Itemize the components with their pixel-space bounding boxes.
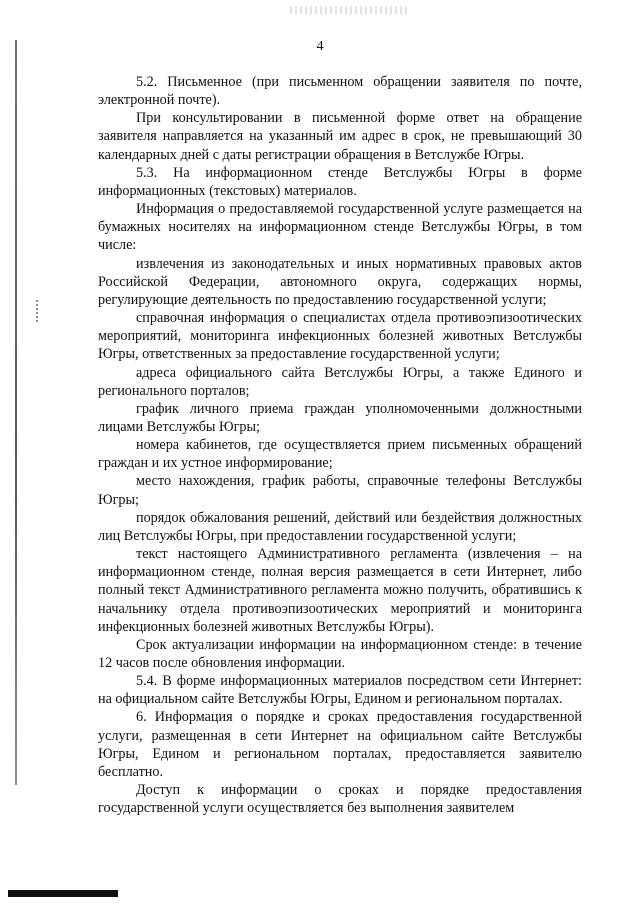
scan-artifact-bottom	[8, 890, 118, 897]
paragraph: Информация о предоставляемой государственной услуге размещается на бумажных носителях на информационном стенде Ветслужбы Югры, в том числе:	[98, 201, 582, 254]
paragraph: 5.2. Письменное (при письменном обращении заявителя по почте, электронной почте).	[98, 74, 582, 109]
list-item: номера кабинетов, где осуществляется прием письменных обращений граждан и их устное информирование;	[98, 437, 582, 472]
paragraph: 5.4. В форме информационных материалов посредством сети Интернет: на официальном сайте Ветслужбы Югры, Едином и региональном порталах.	[98, 673, 582, 708]
list-item: порядок обжалования решений, действий или бездействия должностных лиц Ветслужбы Югры, при предоставлении государственной услуги;	[98, 509, 582, 544]
paragraph: При консультировании в письменной форме ответ на обращение заявителя направляется на указанный им адрес в срок, не превышающий 30 календарных дней с даты регистрации обращения в Ветслужбе Югры.	[98, 110, 582, 163]
scan-artifact-top	[290, 6, 410, 14]
paragraph: Доступ к информации о сроках и порядке предоставления государственной услуги осуществляется без выполнения заявителем	[98, 782, 582, 817]
list-item: место нахождения, график работы, справочные телефоны Ветслужбы Югры;	[98, 473, 582, 508]
list-item: текст настоящего Административного регламента (извлечения – на информационном стенде, полная версия размещается в сети Интернет, либо полный текст Административного регламента можно получить, обратившись к начальнику отдела противоэпизоотических мероприятий и мониторинга инфекционных болезней животных Ветслужбы Югры).	[98, 546, 582, 635]
paragraph: 5.3. На информационном стенде Ветслужбы Югры в форме информационных (текстовых) материалов.	[98, 164, 582, 199]
list-item: извлечения из законодательных и иных нормативных правовых актов Российской Федерации, автономного округа, содержащих нормы, регулирующие деятельность по предоставлению государственной услуги;	[98, 255, 582, 308]
scan-artifact-left-edge	[15, 40, 17, 785]
paragraph: 6. Информация о порядке и сроках предоставления государственной услуги, размещенная в сети Интернет на официальном сайте Ветслужбы Югры, Едином и региональном порталах, предоставляется заявителю бесплатно.	[98, 709, 582, 780]
list-item: справочная информация о специалистах отдела противоэпизоотических мероприятий, мониторинга инфекционных болезней животных Ветслужбы Югры, ответственных за предоставление государственной услуги;	[98, 310, 582, 363]
list-item: адреса официального сайта Ветслужбы Югры, а также Единого и регионального порталов;	[98, 364, 582, 399]
page-number: 4	[316, 39, 324, 54]
list-item: график личного приема граждан уполномоченными должностными лицами Ветслужбы Югры;	[98, 400, 582, 435]
paragraph: Срок актуализации информации на информационном стенде: в течение 12 часов после обновления информации.	[98, 636, 582, 671]
scan-artifact-mark	[36, 300, 38, 324]
document-body	[98, 73, 582, 817]
